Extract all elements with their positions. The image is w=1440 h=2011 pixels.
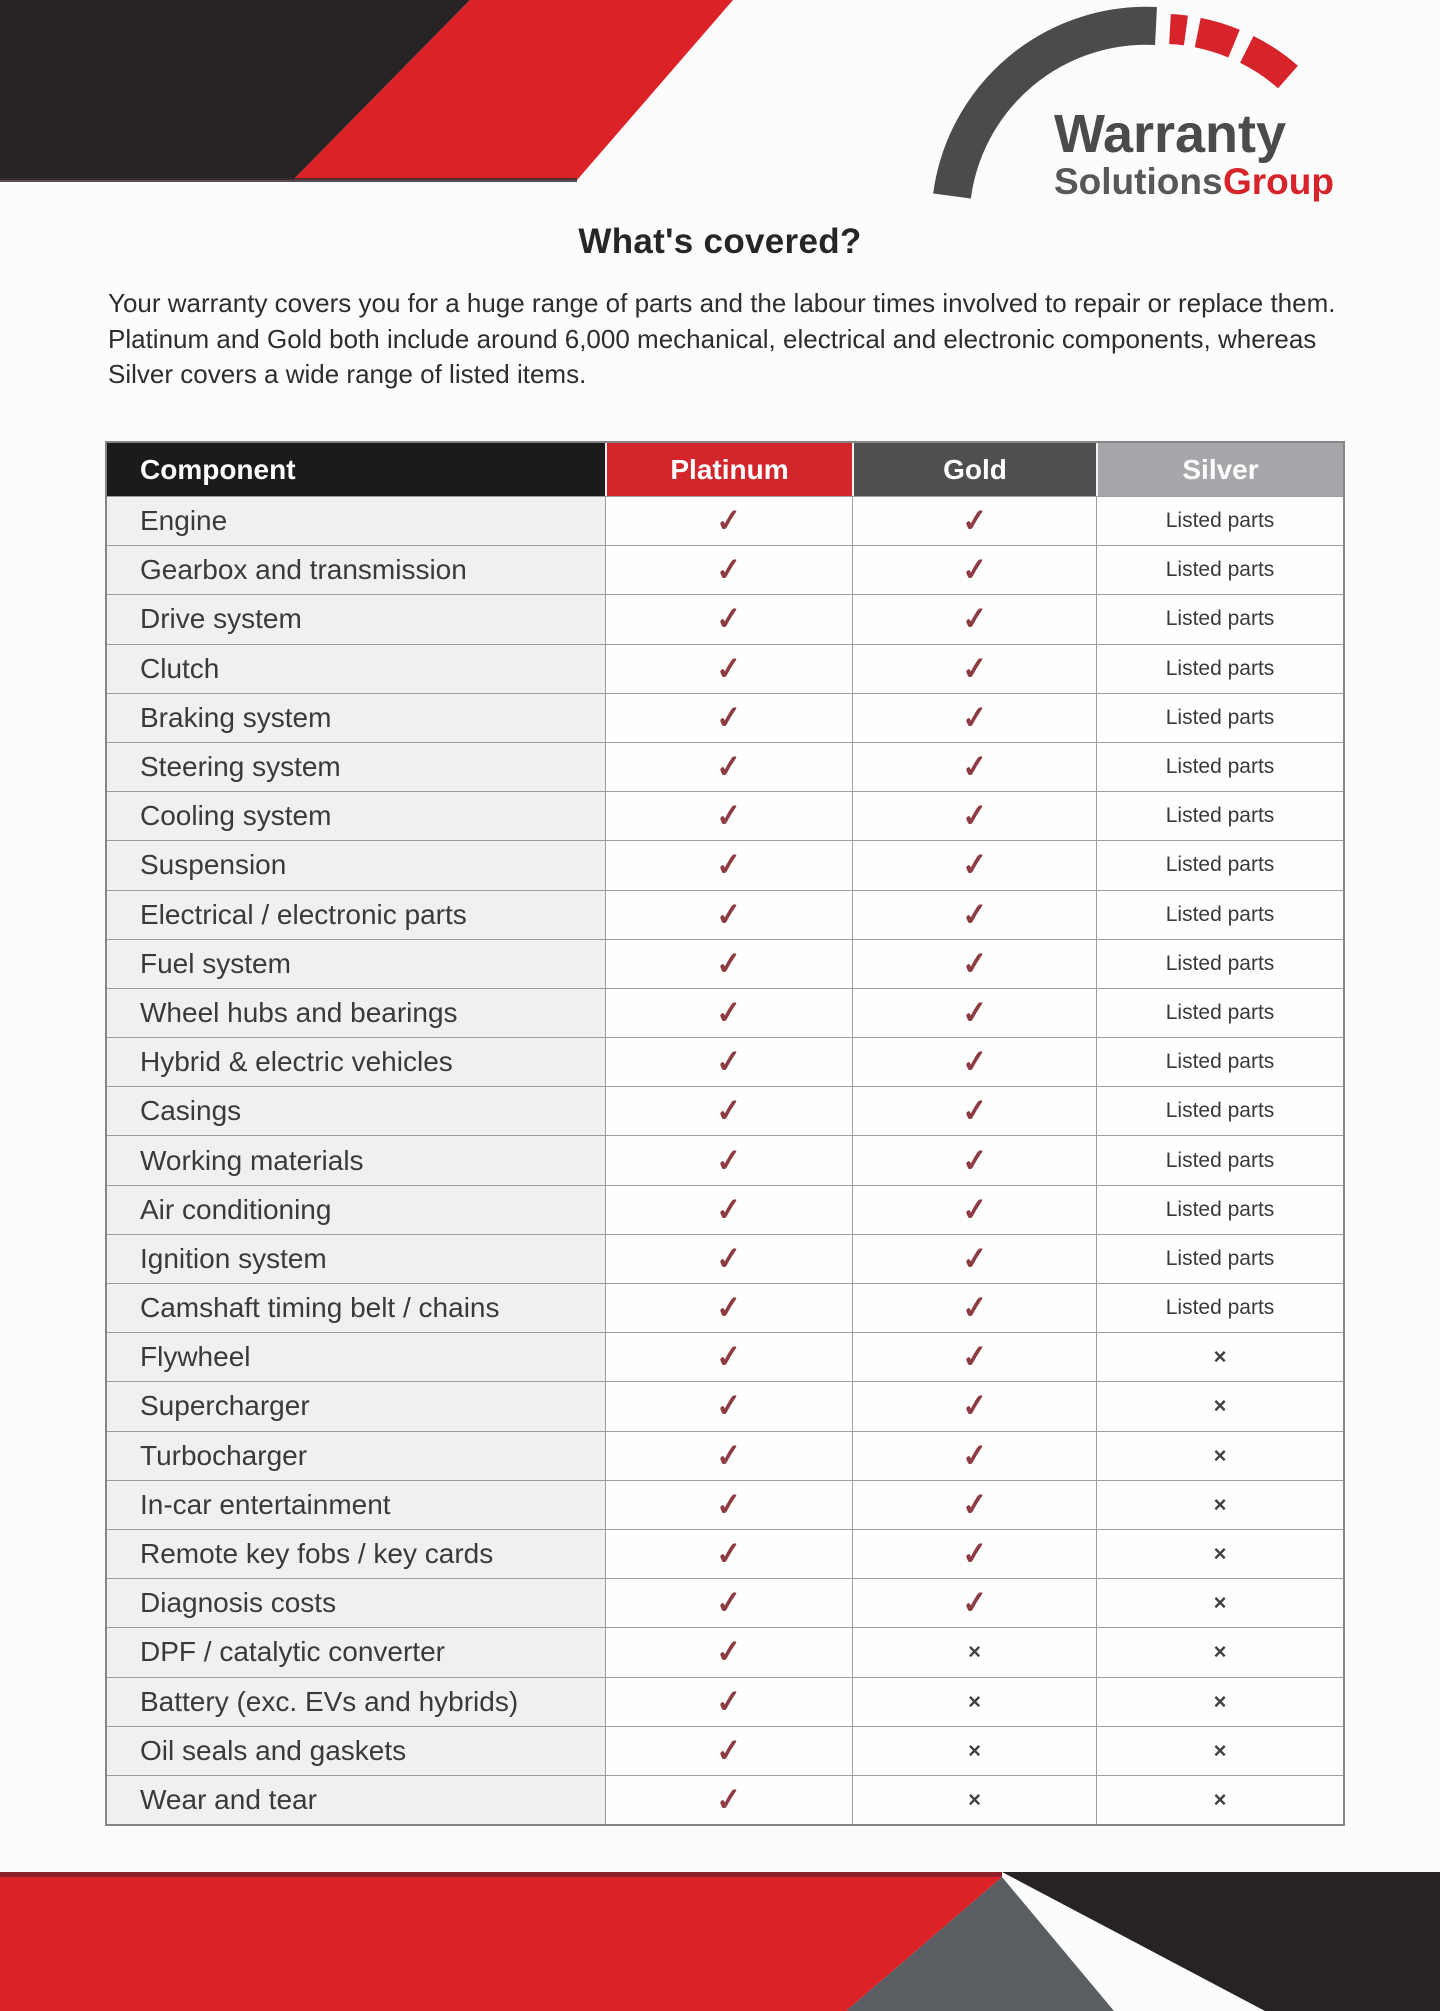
check-icon: ✓	[714, 1682, 744, 1720]
cell-component: Drive system	[107, 595, 605, 643]
cell-gold	[852, 645, 1096, 693]
cell-platinum	[605, 1284, 852, 1332]
cell-component: Clutch	[107, 645, 605, 693]
cell-platinum	[605, 1087, 852, 1135]
cell-silver	[1096, 1432, 1343, 1480]
cell-platinum	[605, 1186, 852, 1234]
check-icon: ✓	[959, 1338, 989, 1376]
listed-parts-label: Listed parts	[1165, 558, 1275, 582]
cell-platinum	[605, 694, 852, 742]
cell-gold	[852, 595, 1096, 643]
cell-gold	[852, 1579, 1096, 1627]
cell-component: Braking system	[107, 694, 605, 742]
check-icon: ✓	[714, 1043, 744, 1081]
column-header-silver: Silver	[1096, 443, 1343, 496]
cell-silver	[1096, 1530, 1343, 1578]
cell-gold	[852, 940, 1096, 988]
check-icon: ✓	[959, 993, 989, 1032]
table-row	[107, 1135, 1343, 1184]
cell-gold	[852, 989, 1096, 1037]
table-row	[107, 1578, 1343, 1627]
check-icon: ✓	[959, 698, 989, 736]
check-icon: ✓	[959, 502, 989, 540]
cell-silver	[1096, 1038, 1343, 1086]
cell-platinum	[605, 1579, 852, 1627]
cell-gold	[852, 694, 1096, 742]
cell-component: Wear and tear	[107, 1776, 605, 1824]
cell-gold	[852, 1284, 1096, 1332]
cell-silver	[1096, 1284, 1343, 1332]
table-row	[107, 890, 1343, 939]
check-icon: ✓	[714, 1289, 744, 1327]
cross-icon: ×	[1213, 1590, 1227, 1616]
cell-gold	[852, 1628, 1096, 1676]
table-row	[107, 1726, 1343, 1775]
table-row	[107, 988, 1343, 1037]
check-icon: ✓	[959, 895, 989, 933]
table-row	[107, 644, 1343, 693]
listed-parts-label: Listed parts	[1165, 1148, 1275, 1172]
column-header-component: Component	[107, 443, 605, 496]
check-icon: ✓	[714, 846, 744, 884]
listed-parts-label: Listed parts	[1165, 902, 1275, 926]
cell-gold	[852, 546, 1096, 594]
listed-parts-label: Listed parts	[1165, 1050, 1275, 1074]
cell-component: Battery (exc. EVs and hybrids)	[107, 1678, 605, 1726]
cell-platinum	[605, 1727, 852, 1775]
check-icon: ✓	[714, 1092, 744, 1130]
check-icon: ✓	[959, 649, 989, 687]
table-row	[107, 939, 1343, 988]
table-row	[107, 693, 1343, 742]
cell-component: Working materials	[107, 1136, 605, 1184]
check-icon: ✓	[714, 698, 744, 736]
cell-component: DPF / catalytic converter	[107, 1628, 605, 1676]
cross-icon: ×	[968, 1737, 981, 1763]
listed-parts-label: Listed parts	[1165, 509, 1275, 533]
cell-platinum	[605, 940, 852, 988]
cross-icon: ×	[968, 1786, 981, 1812]
table-row	[107, 594, 1343, 643]
listed-parts-label: Listed parts	[1165, 1000, 1275, 1024]
check-icon: ✓	[714, 944, 744, 982]
table-row	[107, 1283, 1343, 1332]
check-icon: ✓	[714, 1485, 744, 1523]
cell-silver	[1096, 1235, 1343, 1283]
cell-platinum	[605, 891, 852, 939]
cell-gold	[852, 1235, 1096, 1283]
table-row	[107, 1086, 1343, 1135]
cell-silver	[1096, 1579, 1343, 1627]
table-row	[107, 496, 1343, 545]
cell-component: Electrical / electronic parts	[107, 891, 605, 939]
cell-platinum	[605, 1481, 852, 1529]
table-row	[107, 1332, 1343, 1381]
check-icon: ✓	[714, 895, 744, 933]
listed-parts-label: Listed parts	[1165, 804, 1275, 828]
cell-gold	[852, 841, 1096, 889]
check-icon: ✓	[959, 1092, 989, 1130]
table-header-row	[107, 443, 1343, 496]
cross-icon: ×	[1213, 1541, 1227, 1567]
warranty-solutions-group-logo	[918, 0, 1378, 210]
check-icon: ✓	[714, 1584, 744, 1622]
cell-component: Engine	[107, 497, 605, 545]
listed-parts-label: Listed parts	[1165, 1099, 1275, 1123]
cell-platinum	[605, 1235, 852, 1283]
column-header-platinum: Platinum	[605, 443, 852, 496]
cell-platinum	[605, 743, 852, 791]
cell-gold	[852, 891, 1096, 939]
cell-silver	[1096, 940, 1343, 988]
check-icon: ✓	[959, 600, 989, 638]
cross-icon: ×	[1213, 1442, 1227, 1468]
cross-icon: ×	[1213, 1491, 1227, 1517]
listed-parts-label: Listed parts	[1165, 656, 1275, 680]
page-title: What's covered?	[578, 222, 862, 261]
cell-component: Casings	[107, 1087, 605, 1135]
cell-silver	[1096, 1087, 1343, 1135]
check-icon: ✓	[959, 1239, 989, 1277]
listed-parts-label: Listed parts	[1165, 951, 1275, 975]
table-row	[107, 1431, 1343, 1480]
check-icon: ✓	[714, 1338, 744, 1376]
table-row	[107, 1529, 1343, 1578]
cell-platinum	[605, 1628, 852, 1676]
cross-icon: ×	[1213, 1639, 1227, 1665]
top-shape-underline	[0, 178, 577, 182]
bottom-banner-decoration	[0, 1869, 1440, 2011]
cell-silver	[1096, 1481, 1343, 1529]
check-icon: ✓	[959, 1534, 989, 1573]
table-row	[107, 1381, 1343, 1430]
cell-component: Turbocharger	[107, 1432, 605, 1480]
listed-parts-label: Listed parts	[1165, 705, 1275, 729]
cell-component: Wheel hubs and bearings	[107, 989, 605, 1037]
cell-gold	[852, 1776, 1096, 1824]
check-icon: ✓	[959, 1387, 989, 1425]
table-row	[107, 791, 1343, 840]
cell-gold	[852, 792, 1096, 840]
intro-paragraph: Your warranty covers you for a huge range of parts and the labour times involved to repair or replace them. Platinum and Gold both include around 6,000 mechanical, electrical and electronic components, whereas Silver covers a wide range of listed items.	[108, 288, 1336, 389]
check-icon: ✓	[959, 1043, 989, 1081]
check-icon: ✓	[959, 846, 989, 884]
cell-silver	[1096, 1727, 1343, 1775]
cell-silver	[1096, 841, 1343, 889]
check-icon: ✓	[714, 1387, 744, 1425]
cell-silver	[1096, 1333, 1343, 1381]
cell-platinum	[605, 1432, 852, 1480]
cell-component: Hybrid & electric vehicles	[107, 1038, 605, 1086]
check-icon: ✓	[714, 1534, 744, 1573]
cell-gold	[852, 1530, 1096, 1578]
cell-component: Cooling system	[107, 792, 605, 840]
cell-platinum	[605, 595, 852, 643]
check-icon: ✓	[714, 993, 744, 1032]
listed-parts-label: Listed parts	[1165, 755, 1275, 779]
speedometer-arc-dashes-icon	[1170, 29, 1288, 77]
svg-text:Solutions Group	[1054, 161, 1334, 202]
cell-platinum	[605, 1333, 852, 1381]
cell-gold	[852, 1727, 1096, 1775]
cell-silver	[1096, 546, 1343, 594]
cell-platinum	[605, 1678, 852, 1726]
table-row	[107, 1480, 1343, 1529]
cell-component: Oil seals and gaskets	[107, 1727, 605, 1775]
table-row	[107, 840, 1343, 889]
check-icon: ✓	[714, 600, 744, 638]
cell-platinum	[605, 1382, 852, 1430]
check-icon: ✓	[714, 1731, 744, 1769]
cell-component: Diagnosis costs	[107, 1579, 605, 1627]
check-icon: ✓	[714, 502, 744, 540]
column-header-gold: Gold	[852, 443, 1096, 496]
cell-component: In-car entertainment	[107, 1481, 605, 1529]
check-icon: ✓	[959, 1436, 989, 1474]
cell-platinum	[605, 1776, 852, 1824]
cell-gold	[852, 1038, 1096, 1086]
check-icon: ✓	[714, 551, 744, 589]
check-icon: ✓	[714, 747, 744, 786]
cell-gold	[852, 1382, 1096, 1430]
cell-silver	[1096, 595, 1343, 643]
logo-group-text: Group	[1223, 161, 1334, 202]
cell-component: Remote key fobs / key cards	[107, 1530, 605, 1578]
cell-silver	[1096, 645, 1343, 693]
cell-gold	[852, 1333, 1096, 1381]
table-row	[107, 1185, 1343, 1234]
logo-solutions-text: Solutions	[1054, 161, 1223, 202]
cell-component: Ignition system	[107, 1235, 605, 1283]
listed-parts-label: Listed parts	[1165, 1197, 1275, 1221]
table-row	[107, 1627, 1343, 1676]
cell-platinum	[605, 1136, 852, 1184]
check-icon: ✓	[959, 797, 989, 835]
cell-platinum	[605, 989, 852, 1037]
check-icon: ✓	[959, 1584, 989, 1622]
listed-parts-label: Listed parts	[1165, 1296, 1275, 1320]
cell-gold	[852, 1186, 1096, 1234]
table-row	[107, 1775, 1343, 1824]
check-icon: ✓	[714, 1239, 744, 1277]
cross-icon: ×	[1213, 1393, 1227, 1419]
cell-silver	[1096, 1678, 1343, 1726]
table-row	[107, 545, 1343, 594]
cell-silver	[1096, 694, 1343, 742]
table-row	[107, 1677, 1343, 1726]
cell-component: Air conditioning	[107, 1186, 605, 1234]
check-icon: ✓	[714, 1436, 744, 1474]
cell-gold	[852, 743, 1096, 791]
cross-icon: ×	[968, 1688, 981, 1714]
cell-silver	[1096, 989, 1343, 1037]
cell-gold	[852, 1087, 1096, 1135]
table-body	[107, 496, 1343, 1824]
cell-component: Steering system	[107, 743, 605, 791]
check-icon: ✓	[959, 1190, 989, 1228]
cell-silver	[1096, 497, 1343, 545]
check-icon: ✓	[959, 1485, 989, 1523]
cell-silver	[1096, 891, 1343, 939]
table-row	[107, 1234, 1343, 1283]
cell-platinum	[605, 497, 852, 545]
check-icon: ✓	[714, 649, 744, 687]
check-icon: ✓	[714, 1141, 744, 1179]
cell-platinum	[605, 792, 852, 840]
check-icon: ✓	[959, 1141, 989, 1179]
cell-silver	[1096, 1186, 1343, 1234]
cross-icon: ×	[968, 1639, 981, 1665]
cross-icon: ×	[1213, 1737, 1227, 1763]
cell-silver	[1096, 1628, 1343, 1676]
cell-component: Flywheel	[107, 1333, 605, 1381]
cell-component: Supercharger	[107, 1382, 605, 1430]
cross-icon: ×	[1213, 1344, 1227, 1370]
cell-gold	[852, 1481, 1096, 1529]
check-icon: ✓	[714, 1780, 744, 1819]
bottom-darkred-line	[0, 1872, 1002, 1877]
cell-gold	[852, 1136, 1096, 1184]
check-icon: ✓	[714, 1190, 744, 1228]
cell-platinum	[605, 546, 852, 594]
check-icon: ✓	[959, 747, 989, 786]
listed-parts-label: Listed parts	[1165, 607, 1275, 631]
cell-gold	[852, 1432, 1096, 1480]
cell-silver	[1096, 743, 1343, 791]
check-icon: ✓	[714, 797, 744, 835]
check-icon: ✓	[959, 551, 989, 589]
cell-component: Suspension	[107, 841, 605, 889]
cell-platinum	[605, 1038, 852, 1086]
listed-parts-label: Listed parts	[1165, 853, 1275, 877]
cell-platinum	[605, 841, 852, 889]
cell-component: Camshaft timing belt / chains	[107, 1284, 605, 1332]
cell-platinum	[605, 645, 852, 693]
check-icon: ✓	[959, 944, 989, 982]
cell-gold	[852, 497, 1096, 545]
table-row	[107, 1037, 1343, 1086]
cell-silver	[1096, 792, 1343, 840]
cell-silver	[1096, 1776, 1343, 1824]
table-row	[107, 742, 1343, 791]
cell-silver	[1096, 1382, 1343, 1430]
cross-icon: ×	[1213, 1786, 1227, 1812]
bottom-red-shape	[0, 1877, 1002, 2011]
logo-wordmark: Warranty	[1054, 104, 1287, 164]
check-icon: ✓	[959, 1289, 989, 1327]
coverage-table	[105, 441, 1345, 1826]
listed-parts-label: Listed parts	[1165, 1246, 1275, 1270]
cell-platinum	[605, 1530, 852, 1578]
check-icon: ✓	[714, 1633, 744, 1671]
cell-component: Gearbox and transmission	[107, 546, 605, 594]
cross-icon: ×	[1213, 1688, 1227, 1714]
cell-silver	[1096, 1136, 1343, 1184]
cell-gold	[852, 1678, 1096, 1726]
cell-component: Fuel system	[107, 940, 605, 988]
